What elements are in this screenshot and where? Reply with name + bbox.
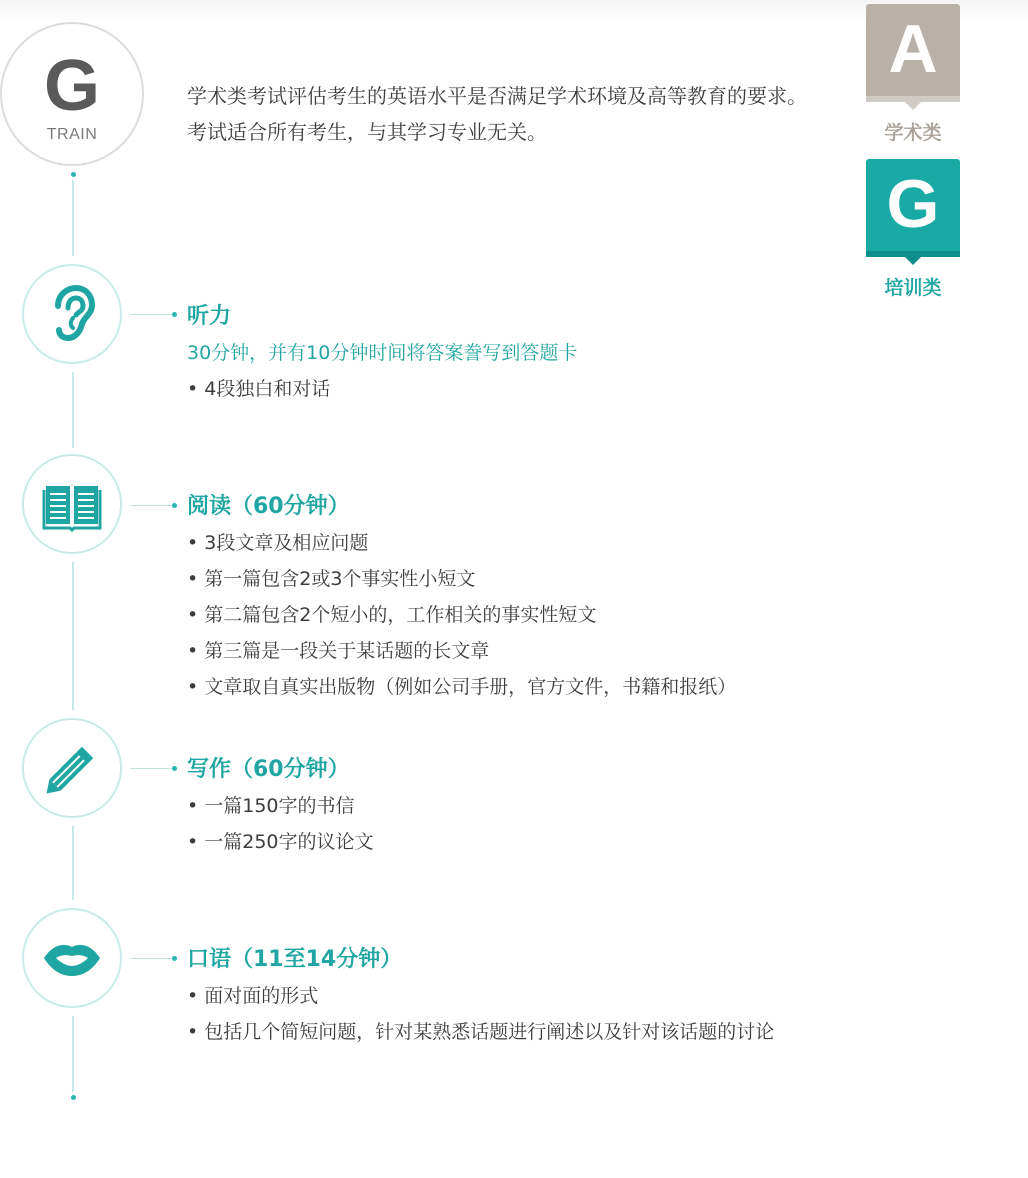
listening-icon-circle	[22, 264, 122, 364]
reading-icon-circle	[22, 454, 122, 554]
timeline-dot-top	[71, 172, 76, 177]
ear-icon	[42, 284, 102, 344]
tab-general-training[interactable]	[866, 159, 960, 257]
writing-list	[187, 788, 374, 860]
list-item: • 第三篇是一段关于某话题的长文章	[187, 633, 736, 669]
writing-icon-circle	[22, 718, 122, 818]
section-title-speaking: 口语（11至14分钟）	[187, 947, 403, 972]
badge-letter: G	[43, 46, 100, 126]
section-subtitle-listening: 30分钟，并有10分钟时间将答案誊写到答题卡	[187, 342, 578, 364]
tab-academic[interactable]	[866, 4, 960, 102]
g-train-badge	[0, 22, 144, 166]
timeline-line	[72, 372, 74, 448]
intro-line-2: 考试适合所有考生，与其学习专业无关。	[187, 120, 547, 144]
reading-list	[187, 525, 736, 705]
list-item: • 一篇250字的议论文	[187, 824, 374, 860]
book-icon	[42, 474, 102, 534]
badge-subtitle: TRAIN	[46, 126, 98, 143]
tab-general-label[interactable]: 培训类	[884, 277, 942, 299]
pencil-icon	[42, 738, 102, 798]
tab-academic-label[interactable]: 学术类	[884, 122, 942, 144]
list-item: • 面对面的形式	[187, 978, 774, 1014]
list-item: • 3段文章及相应问题	[187, 525, 736, 561]
list-item: • 包括几个简短问题，针对某熟悉话题进行阐述以及针对该话题的讨论	[187, 1014, 774, 1050]
timeline-line	[72, 1016, 74, 1092]
timeline-line	[72, 180, 74, 256]
timeline-dot-bottom	[71, 1095, 76, 1100]
list-item: • 4段独白和对话	[187, 371, 330, 407]
intro-text	[187, 78, 807, 150]
lips-icon	[42, 928, 102, 988]
speaking-list	[187, 978, 774, 1050]
tab-general-letter: G	[886, 166, 940, 242]
list-item: • 一篇150字的书信	[187, 788, 374, 824]
tab-academic-letter: A	[888, 11, 938, 87]
intro-line-1: 学术类考试评估考生的英语水平是否满足学术环境及高等教育的要求。	[187, 84, 807, 108]
section-title-writing: 写作（60分钟）	[187, 757, 350, 782]
list-item: • 第二篇包含2个短小的，工作相关的事实性短文	[187, 597, 736, 633]
timeline-line	[72, 562, 74, 710]
list-item: • 文章取自真实出版物（例如公司手册，官方文件，书籍和报纸）	[187, 669, 736, 705]
section-title-reading: 阅读（60分钟）	[187, 494, 350, 519]
list-item: • 第一篇包含2或3个事实性小短文	[187, 561, 736, 597]
timeline-line	[72, 826, 74, 900]
listening-list	[187, 371, 330, 407]
section-title-listening: 听力	[187, 304, 232, 329]
speaking-icon-circle	[22, 908, 122, 1008]
